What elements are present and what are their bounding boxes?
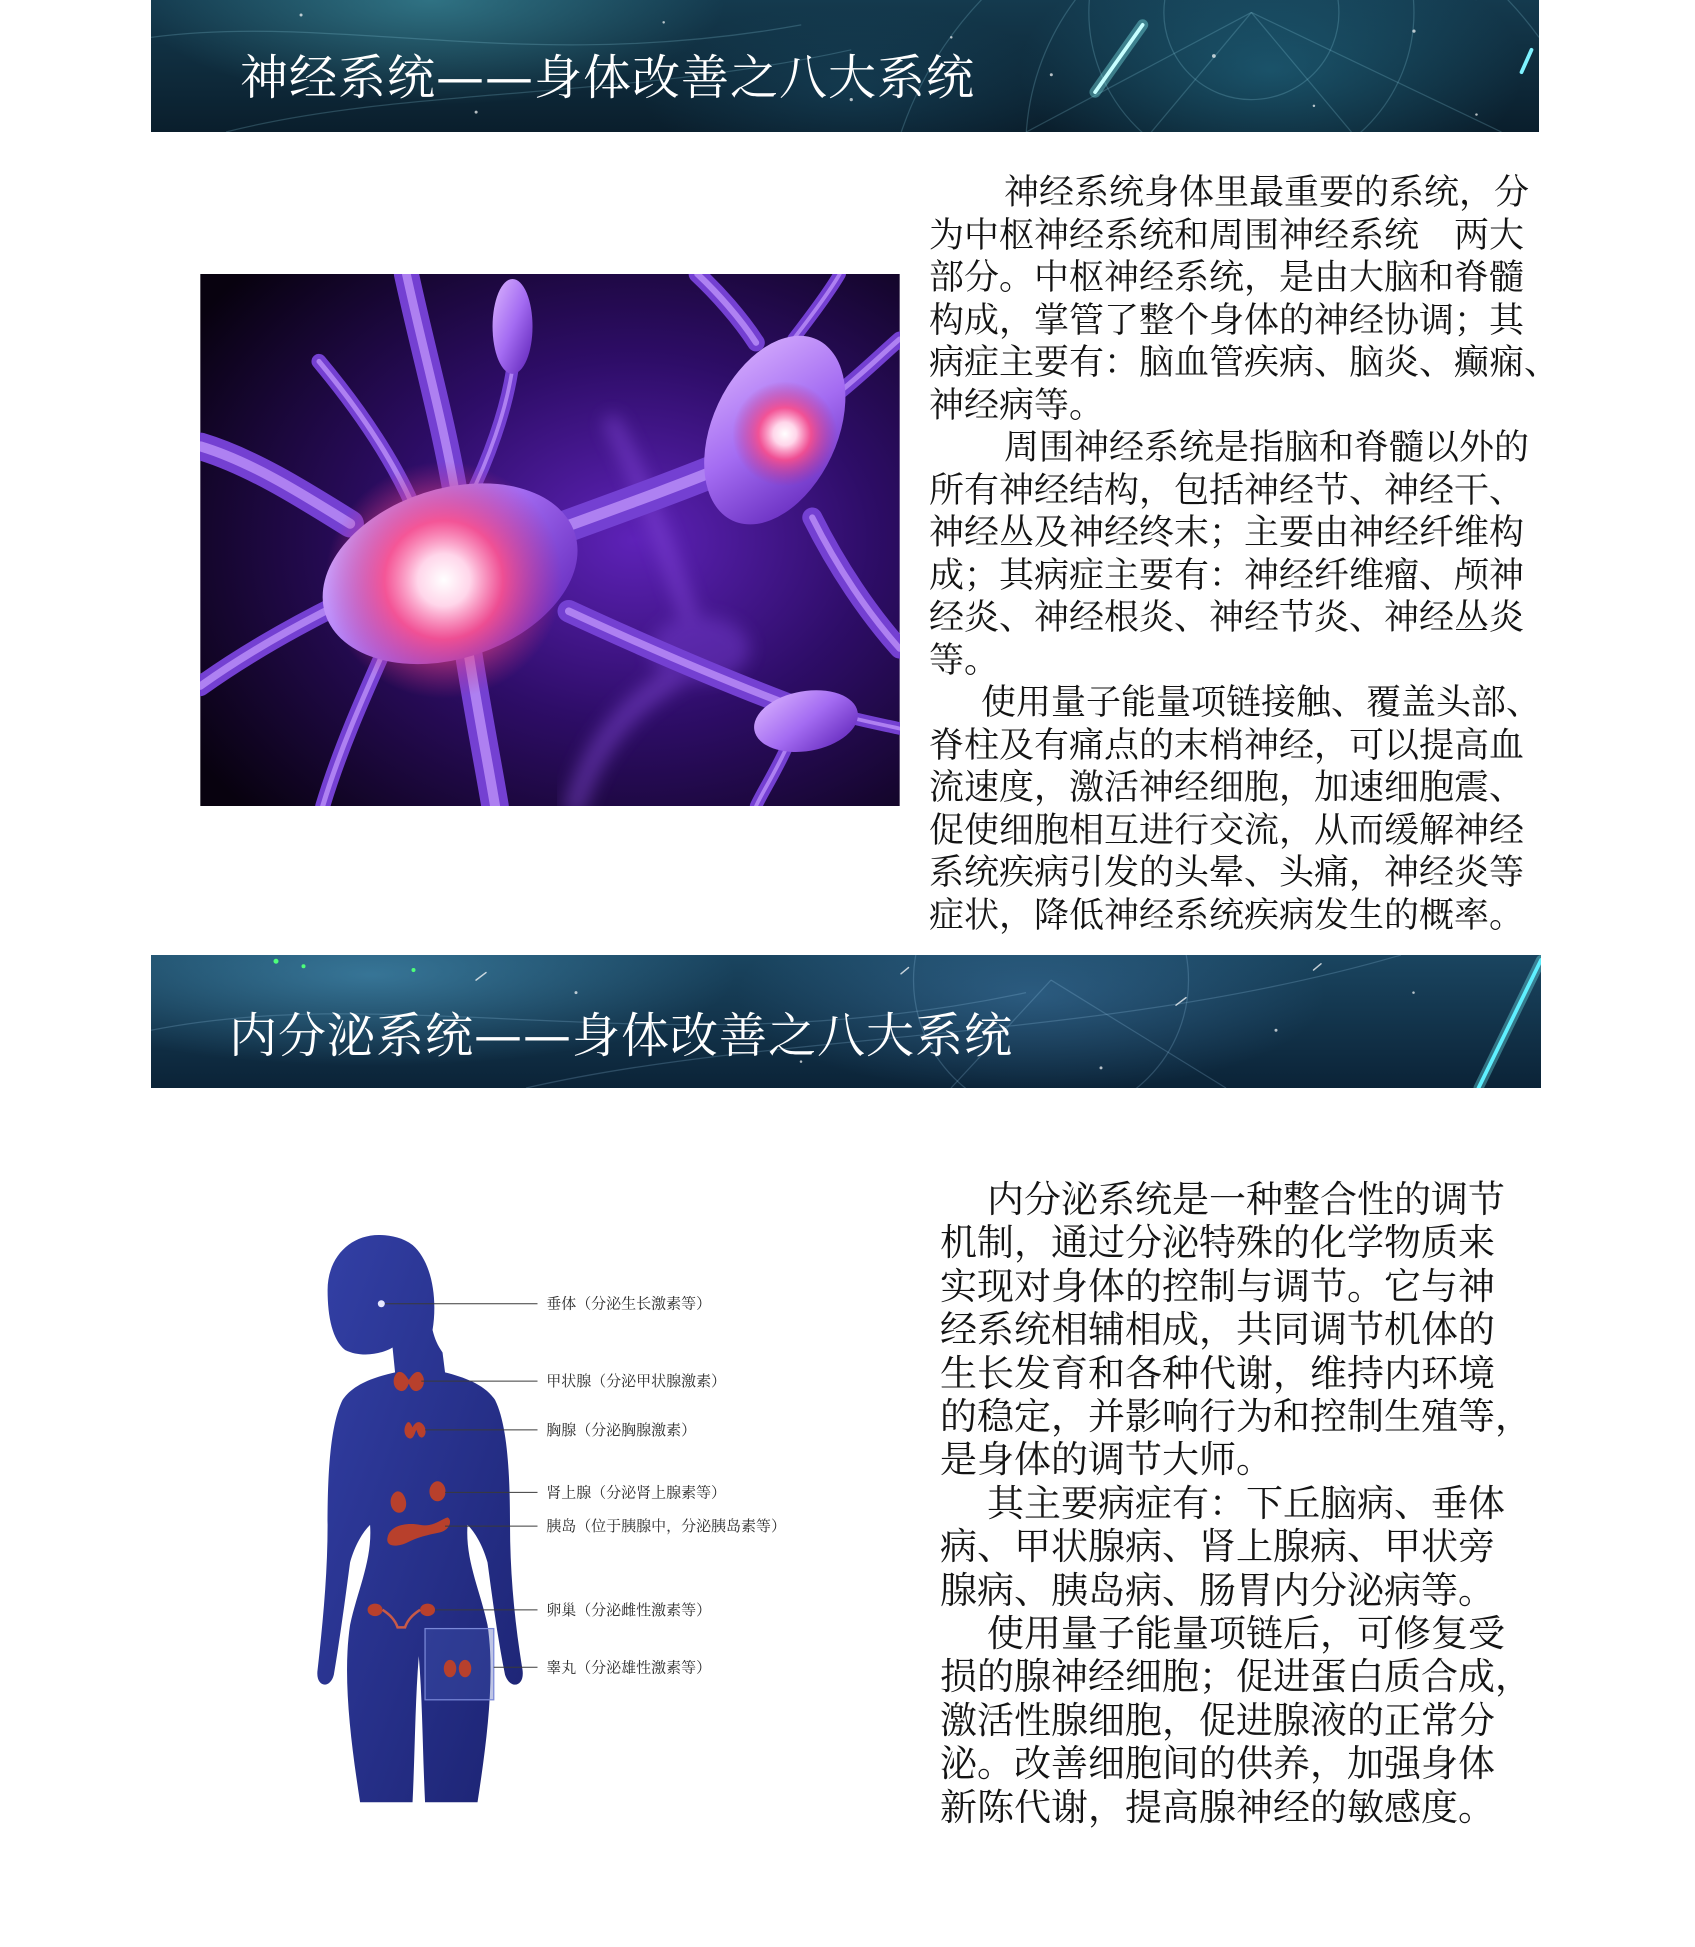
star-dot [1275,1029,1278,1032]
green-dot [274,959,279,964]
star-dot [300,13,303,16]
text-line: 是身体的调节大师。 [940,1438,1273,1482]
text-line: 病、甲状腺病、肾上腺病、甲状旁 [940,1525,1495,1569]
decorative-ray [1051,980,1226,1088]
star-dot [1212,54,1216,58]
endocrine-system-banner [151,955,1541,1088]
decorative-ray [1251,12,1501,132]
text-line: 损的腺神经细胞；促进蛋白质合成， [940,1655,1532,1699]
light-streak [1095,25,1143,92]
text-line: 机制，通过分泌特殊的化学物质来 [940,1221,1495,1265]
text-line: 脊柱及有痛点的末梢神经，可以提高血 [929,725,1525,766]
label-thymus: 胸腺（分泌胸腺激素） [546,1420,697,1439]
text-line: 症状，降低神经系统疾病发生的概率。 [929,895,1525,936]
star-streak [476,973,486,981]
star-streak [1314,964,1322,970]
testis-inset-box [425,1629,494,1700]
testis [459,1660,471,1677]
text-line: 使用量子能量项链接触、覆盖头部、 [981,683,1542,723]
pituitary-gland [378,1300,385,1307]
label-pancreatic-islets: 胰岛（位于胰腺中，分泌胰岛素等） [546,1517,786,1536]
paragraph [940,1178,1532,1482]
paragraph [929,172,1559,427]
text-line: 系统疾病引发的头晕、头痛，神经炎等 [929,853,1525,893]
text-line: 使用量子能量项链后，可修复受 [987,1612,1505,1656]
label-adrenal: 肾上腺（分泌肾上腺素等） [546,1483,727,1502]
text-line: 流速度，激活神经细胞，加速细胞震、 [929,768,1525,808]
text-line: 神经丛及神经终末；主要由神经纤维构 [929,513,1525,553]
star-dot [1100,1066,1103,1069]
ovary [368,1604,383,1616]
label-testis: 睾丸（分泌雄性激素等） [546,1658,712,1677]
decorative-arc [901,0,1539,132]
decorative-ring [1164,0,1339,100]
testis [444,1660,456,1677]
green-dot [412,968,416,972]
paragraph [940,1482,1532,1612]
paragraph [929,682,1559,937]
text-line: 其主要病症有：下丘脑病、垂体 [987,1481,1505,1525]
text-line: 周围神经系统是指脑和脊髓以外的 [1004,428,1530,468]
decorative-arc [151,25,801,45]
text-line: 部分。中枢神经系统，是由大脑和脊髓 [929,258,1525,298]
star-dot [1313,105,1316,107]
text-line: 神经病等。 [929,385,1105,426]
star-streak [1176,998,1186,1006]
section-title: 内分泌系统——身体改善之八大系统 [229,1008,1014,1064]
label-ovary: 卵巢（分泌雌性激素等） [546,1600,712,1619]
star-dot [1412,30,1415,33]
endocrine-diagram [250,1225,825,1806]
star-dot [950,36,953,38]
text-line: 神经系统身体里最重要的系统，分 [1004,173,1530,213]
label-thyroid: 甲状腺（分泌甲状腺激素） [546,1372,727,1391]
label-pituitary: 垂体（分泌生长激素等） [546,1294,712,1313]
text-line: 激活性腺细胞，促进腺液的正常分 [940,1698,1495,1742]
neuron-cell-body [493,279,533,374]
nervous-system-banner [151,0,1539,132]
light-streak [1521,50,1531,72]
text-line: 为中枢神经系统和周围神经系统 两大 [929,215,1525,256]
text-line: 经系统相辅相成，共同调节机体的 [940,1308,1495,1352]
star-dot [662,21,665,23]
paragraph [940,1612,1532,1829]
text-line: 构成，掌管了整个身体的神经协调；其 [929,300,1525,341]
text-line: 内分泌系统是一种整合性的调节 [987,1178,1505,1221]
ovary [420,1604,435,1616]
star-dot [475,111,478,114]
star-dot [1475,113,1478,115]
endocrine-system-description [940,1178,1532,1829]
decorative-arc [1026,0,1476,132]
text-line: 所有神经结构，包括神经节、神经干、 [929,470,1525,511]
star-dot [575,991,578,994]
green-dot [302,964,306,968]
nervous-system-description [929,172,1559,937]
text-line: 腺病、胰岛病、肠胃内分泌病等。 [940,1568,1495,1612]
text-line: 病症主要有：脑血管疾病、脑炎、癫痫、 [929,343,1560,383]
text-line: 成；其病症主要有：神经纤维瘤、颅神 [929,555,1525,596]
text-line: 泌。改善细胞间的供养，加强身体 [940,1742,1495,1786]
light-streak [1479,960,1542,1088]
neuron-glow [732,381,837,486]
text-line: 实现对身体的控制与调节。它与神 [940,1264,1495,1308]
text-line: 生长发育和各种代谢，维持内环境 [940,1351,1495,1395]
paragraph [929,427,1559,682]
star-streak [901,968,909,974]
text-line: 新陈代谢，提高腺神经的敏感度。 [940,1785,1495,1829]
neuron-glow [325,461,562,698]
text-line: 等。 [929,640,1000,681]
star-dot [1050,73,1053,76]
decorative-ring [1089,0,1414,132]
section-title: 神经系统——身体改善之八大系统 [240,50,976,106]
text-line: 的稳定，并影响行为和控制生殖等， [940,1395,1532,1439]
text-line: 促使细胞相互进行交流，从而缓解神经 [929,810,1525,851]
neuron-illustration [200,274,900,806]
star-dot [1412,991,1415,994]
text-line: 经炎、神经根炎、神经节炎、神经丛炎 [929,598,1525,638]
